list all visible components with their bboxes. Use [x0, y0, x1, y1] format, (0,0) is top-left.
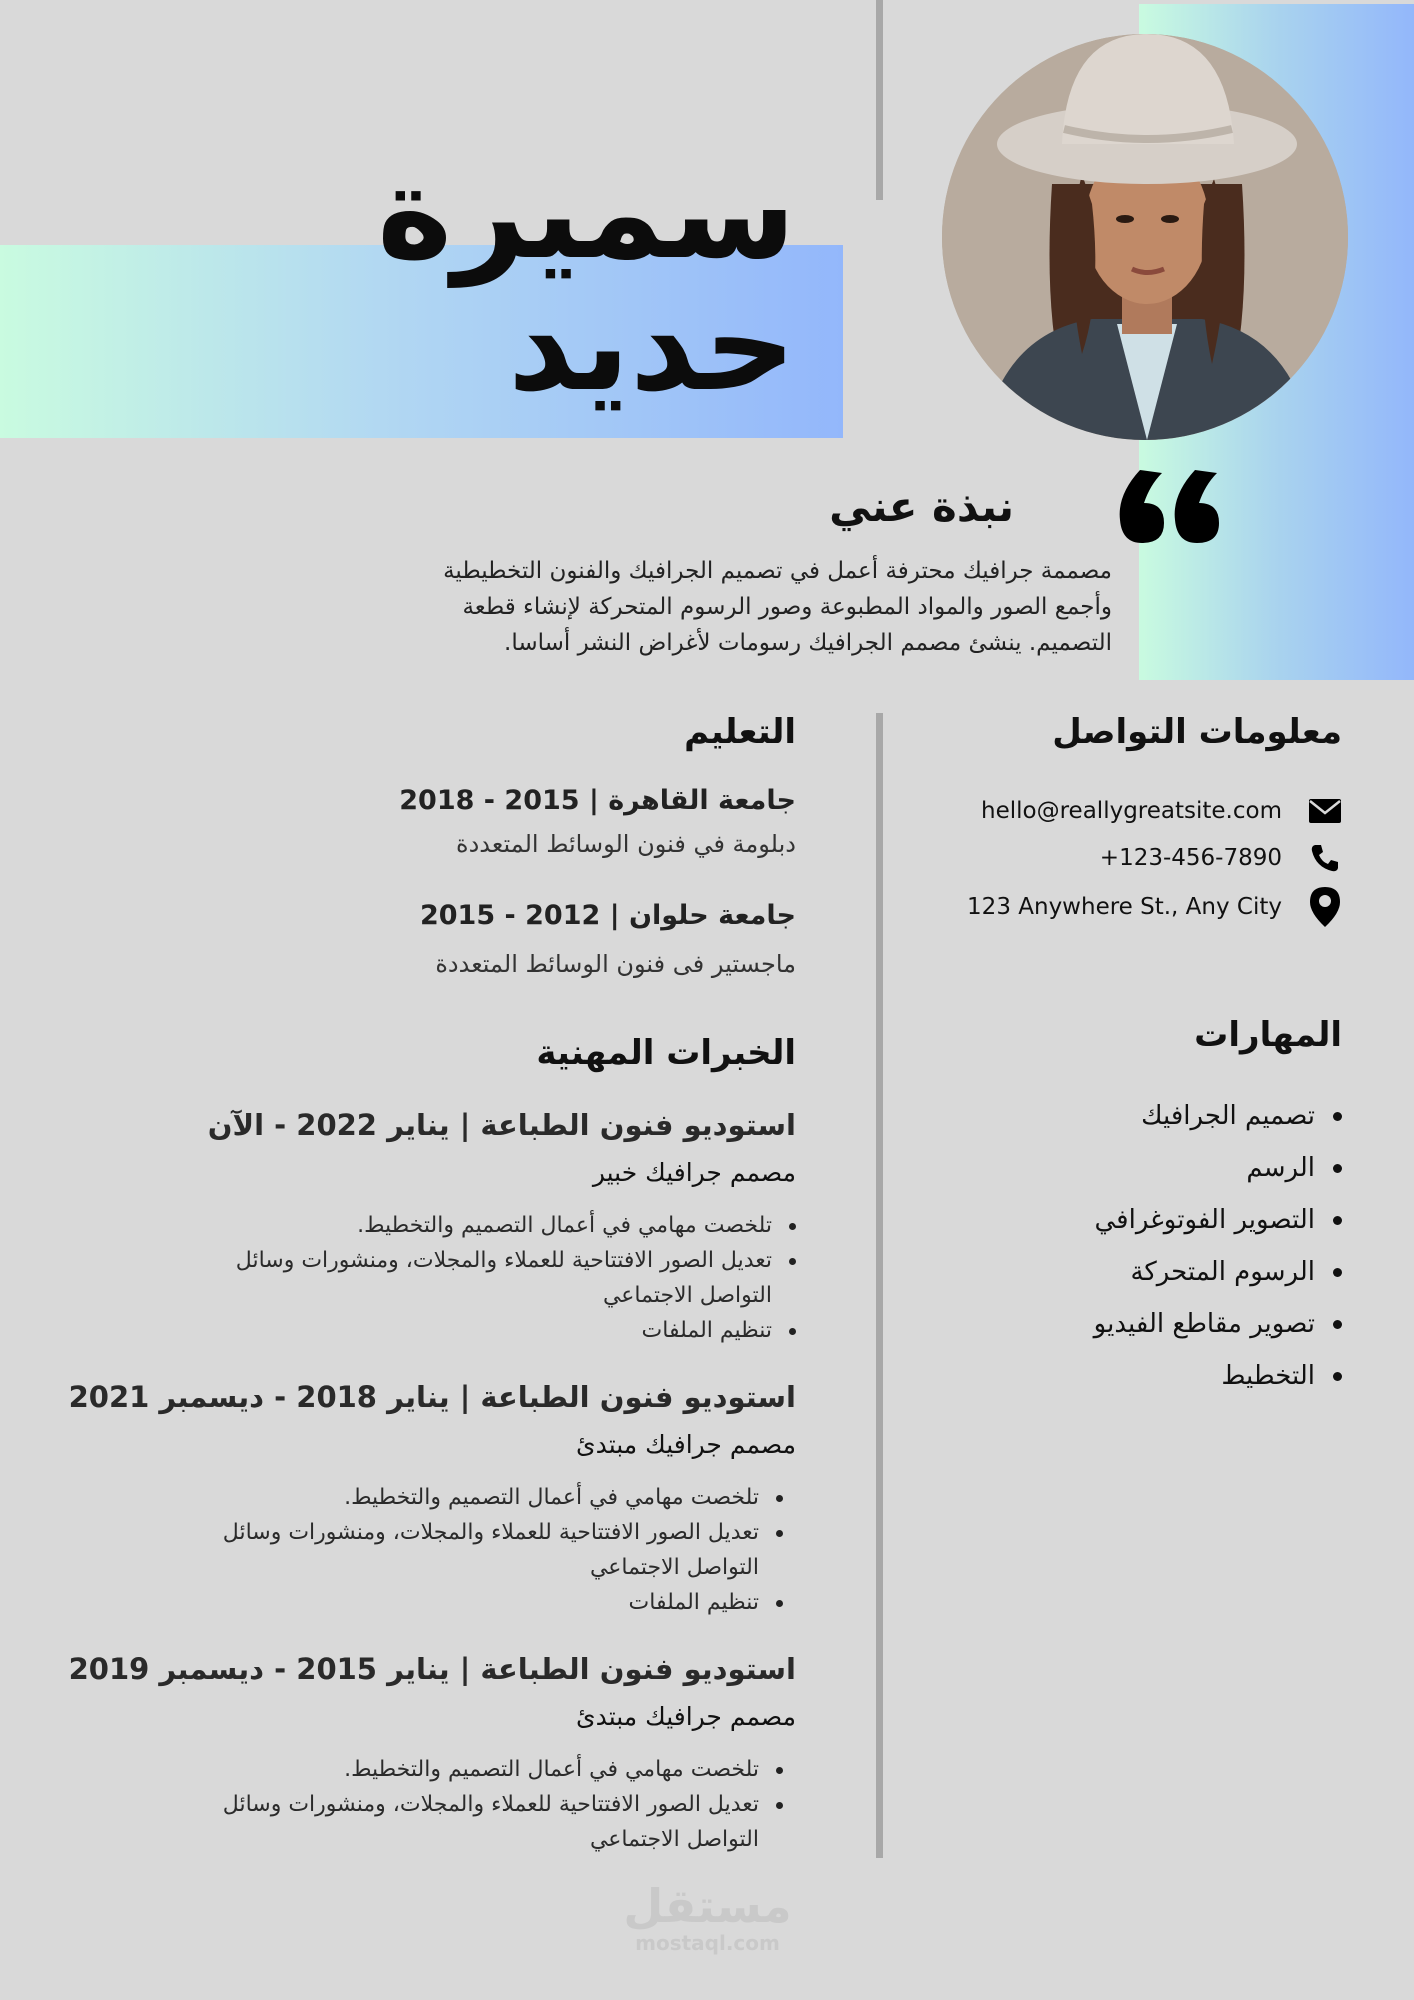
email-icon	[1308, 791, 1342, 831]
address-text[interactable]: 123 Anywhere St., Any City	[967, 894, 1282, 920]
duty-item	[169, 1480, 759, 1515]
skill-label: الرسوم المتحركة	[1130, 1257, 1315, 1287]
bullet	[789, 1328, 796, 1335]
about-line: وأجمع الصور والمواد المطبوعة وصور الرسوم المتحركة لإنشاء قطعة	[462, 594, 1112, 620]
job-role: مصمم جرافيك مبتدئ	[576, 1702, 796, 1731]
duty-text: تلخصت مهامي في أعمال التصميم والتخطيط.	[357, 1213, 772, 1238]
watermark-latin: mostaql.com	[635, 1931, 780, 1955]
skill-item	[1094, 1298, 1342, 1350]
education-degree: دبلومة في فنون الوسائط المتعددة	[456, 830, 796, 858]
duty-text: تعديل الصور الافتتاحية للعملاء والمجلات، ومنشورات وسائل التواصل الاجتماعي	[222, 1792, 759, 1852]
about-text	[352, 553, 1112, 661]
duty-text: تعديل الصور الافتتاحية للعملاء والمجلات، ومنشورات وسائل التواصل الاجتماعي	[222, 1520, 759, 1580]
divider-top	[876, 0, 883, 200]
duty-text: تعديل الصور الافتتاحية للعملاء والمجلات، ومنشورات وسائل التواصل الاجتماعي	[235, 1248, 772, 1308]
bullet	[1333, 1164, 1342, 1173]
name-last: حديد	[507, 271, 796, 420]
job-role: مصمم جرافيك مبتدئ	[576, 1430, 796, 1459]
skill-label: تصميم الجرافيك	[1141, 1101, 1315, 1131]
duty-item	[169, 1787, 759, 1857]
name-first: سميرة	[376, 139, 796, 288]
about-line: التصميم. ينشئ مصمم الجرافيك رسومات لأغراض النشر أساسا.	[504, 630, 1112, 656]
duty-item	[169, 1585, 759, 1620]
experience-title: الخبرات المهنية	[536, 1033, 796, 1073]
bullet	[776, 1495, 783, 1502]
phone-icon	[1308, 838, 1342, 878]
duty-item	[182, 1243, 772, 1313]
bullet	[1333, 1216, 1342, 1225]
duty-item	[169, 1515, 759, 1585]
bullet	[789, 1258, 796, 1265]
email-text[interactable]: hello@reallygreatsite.com	[981, 798, 1282, 824]
duty-item	[182, 1313, 772, 1348]
skill-item	[1094, 1090, 1342, 1142]
duty-item	[182, 1208, 772, 1243]
skill-label: تصوير مقاطع الفيديو	[1093, 1309, 1315, 1339]
education-head: جامعة القاهرة | 2015 - 2018	[399, 785, 796, 816]
education-head: جامعة حلوان | 2012 - 2015	[419, 900, 796, 931]
skills-title: المهارات	[1194, 1015, 1342, 1055]
contact-phone[interactable]	[1100, 838, 1342, 878]
job-head: استوديو فنون الطباعة | يناير 2022 - الآن	[207, 1108, 796, 1142]
bullet	[776, 1600, 783, 1607]
bullet	[1333, 1320, 1342, 1329]
duty-list	[182, 1208, 772, 1348]
skill-label: التخطيط	[1221, 1361, 1315, 1391]
duty-item	[169, 1752, 759, 1787]
skill-label: الرسم	[1246, 1153, 1315, 1183]
skill-item	[1094, 1350, 1342, 1402]
duty-text: تنظيم الملفات	[628, 1590, 759, 1615]
bullet	[776, 1802, 783, 1809]
phone-text[interactable]: +123-456-7890	[1099, 845, 1282, 871]
job-head: استوديو فنون الطباعة | يناير 2015 - ديسمبر 2019	[68, 1652, 796, 1686]
skill-item	[1094, 1142, 1342, 1194]
about-title: نبذة عني	[829, 482, 1014, 531]
bullet	[1333, 1112, 1342, 1121]
skill-item	[1094, 1194, 1342, 1246]
profile-photo	[942, 34, 1348, 440]
duty-list	[169, 1480, 759, 1620]
watermark-arabic: مستقل	[623, 1879, 792, 1933]
location-icon	[1308, 887, 1342, 927]
bullet	[1333, 1268, 1342, 1277]
bullet	[1333, 1372, 1342, 1381]
skill-item	[1094, 1246, 1342, 1298]
bullet	[776, 1530, 783, 1537]
education-title: التعليم	[684, 712, 796, 752]
duty-list	[169, 1752, 759, 1857]
quote-icon	[1112, 465, 1222, 545]
bullet	[789, 1223, 796, 1230]
about-line: مصممة جرافيك محترفة أعمل في تصميم الجرافيك والفنون التخطيطية	[443, 558, 1112, 584]
watermark	[620, 1880, 795, 1954]
contact-email[interactable]	[981, 791, 1342, 831]
job-head: استوديو فنون الطباعة | يناير 2018 - ديسمبر 2021	[68, 1380, 796, 1414]
duty-text: تنظيم الملفات	[641, 1318, 772, 1343]
skill-label: التصوير الفوتوغرافي	[1094, 1205, 1315, 1235]
duty-text: تلخصت مهامي في أعمال التصميم والتخطيط.	[344, 1757, 759, 1782]
contact-address[interactable]	[967, 887, 1342, 927]
contact-title: معلومات التواصل	[1052, 712, 1342, 752]
education-degree: ماجستير فى فنون الوسائط المتعددة	[435, 950, 796, 978]
job-role: مصمم جرافيك خبير	[592, 1158, 796, 1187]
bullet	[776, 1767, 783, 1774]
divider-main	[876, 713, 883, 1858]
duty-text: تلخصت مهامي في أعمال التصميم والتخطيط.	[344, 1485, 759, 1510]
skills-list	[1094, 1090, 1342, 1402]
